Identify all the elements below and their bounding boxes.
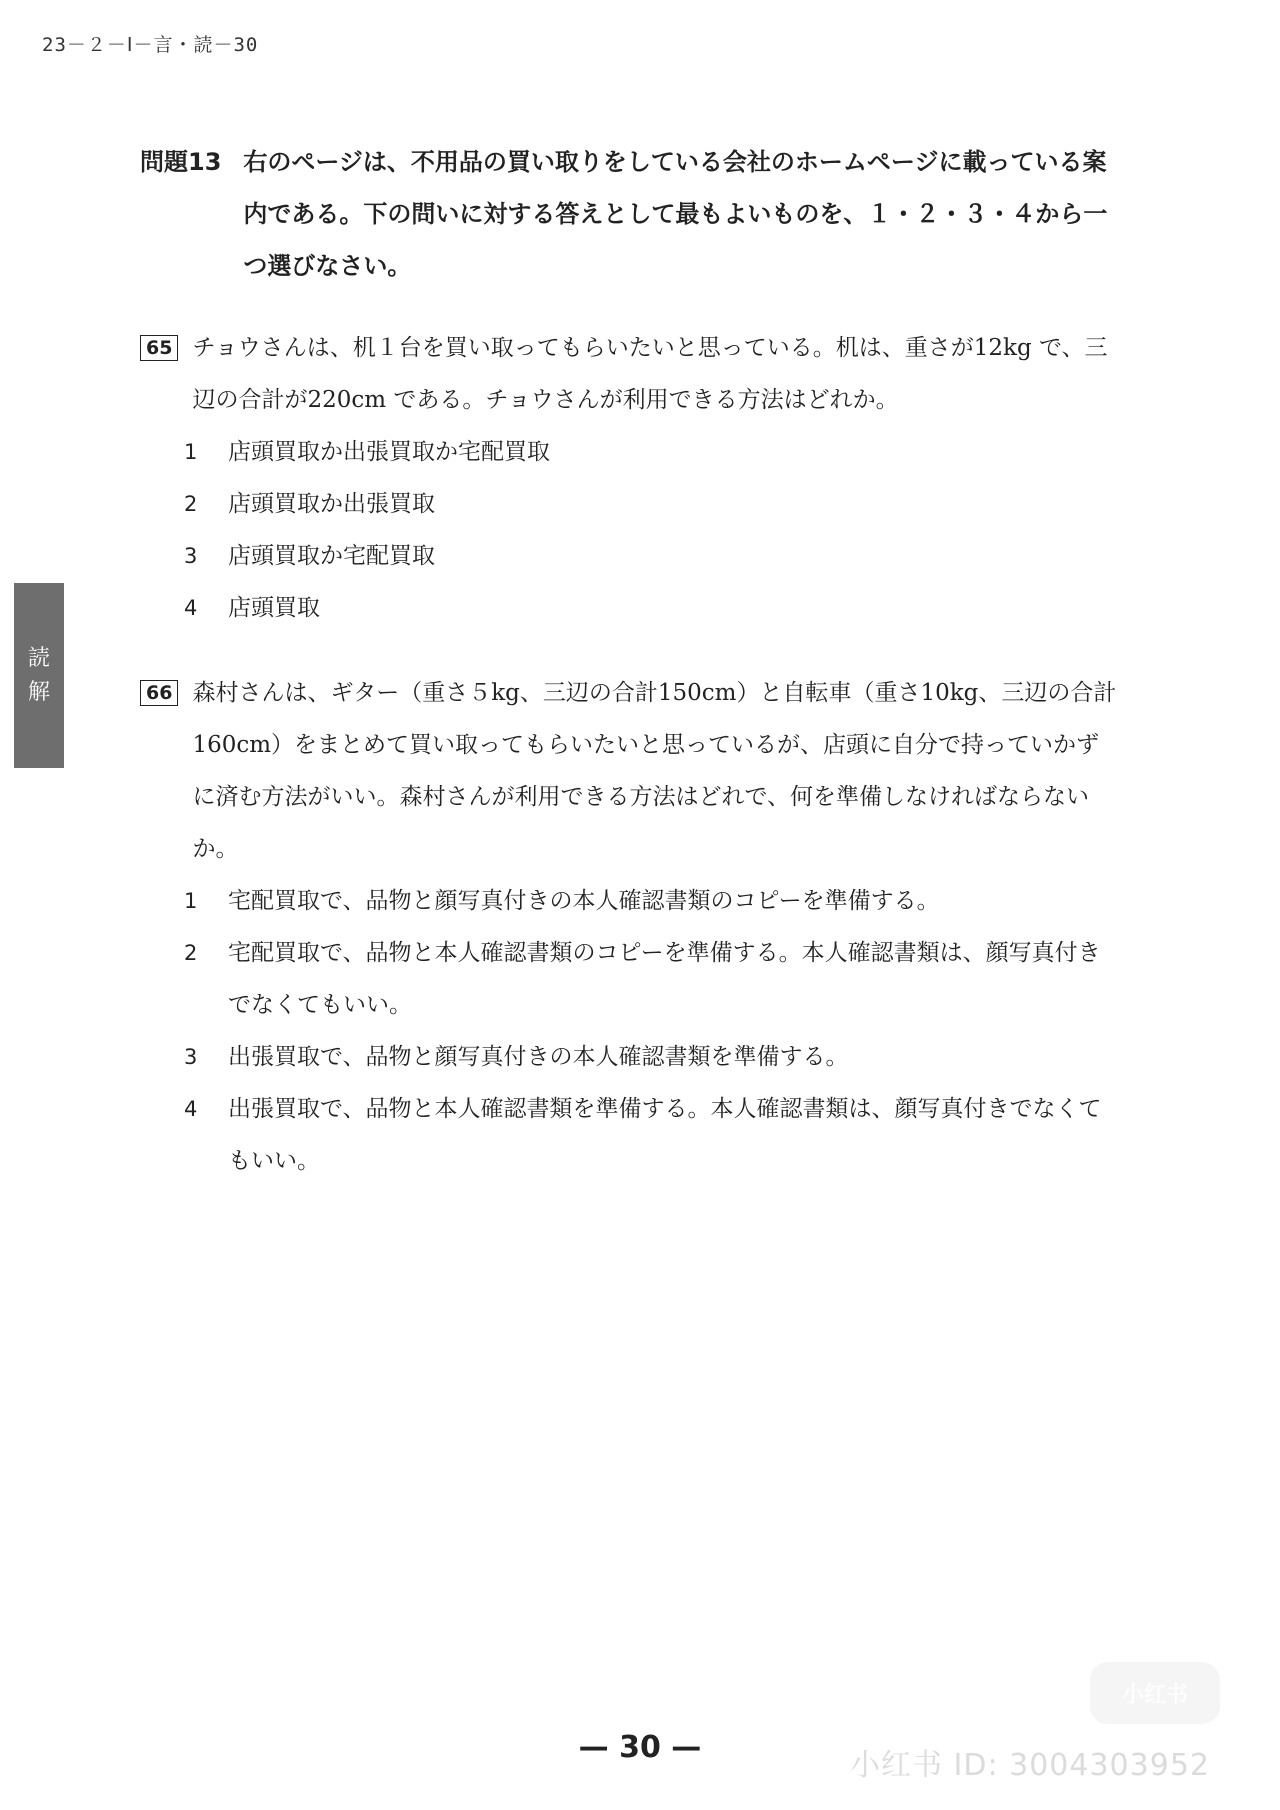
option-item[interactable] bbox=[184, 1031, 1120, 1083]
option-number: 1 bbox=[184, 440, 198, 464]
question-number-box: 65 bbox=[140, 335, 178, 361]
option-text: 宅配買取で、品物と本人確認書類のコピーを準備する。本人確認書類は、顔写真付きでなくてもいい。 bbox=[228, 940, 1101, 1018]
side-tab-char: 読 bbox=[27, 645, 50, 671]
option-text: 出張買取で、品物と本人確認書類を準備する。本人確認書類は、顔写真付きでなくてもいい。 bbox=[228, 1096, 1102, 1174]
watermark-badge: 小红书 bbox=[1090, 1662, 1220, 1724]
option-number: 2 bbox=[184, 941, 198, 965]
option-item[interactable] bbox=[184, 478, 1120, 530]
option-item[interactable] bbox=[184, 582, 1120, 634]
option-number: 4 bbox=[184, 596, 198, 620]
option-text: 店頭買取 bbox=[228, 595, 320, 621]
page-number: — 30 — bbox=[578, 1730, 702, 1765]
side-tab-char: 解 bbox=[27, 679, 50, 705]
option-list bbox=[140, 426, 1120, 634]
option-item[interactable] bbox=[184, 1083, 1120, 1187]
option-number: 2 bbox=[184, 492, 198, 516]
option-number: 4 bbox=[184, 1097, 198, 1121]
instruction-block bbox=[140, 136, 1120, 292]
option-number: 3 bbox=[184, 544, 198, 568]
problem-label: 問題13 bbox=[140, 148, 222, 176]
question-65 bbox=[140, 322, 1120, 634]
option-number: 3 bbox=[184, 1045, 198, 1069]
option-item[interactable] bbox=[184, 927, 1120, 1031]
question-text: チョウさんは、机１台を買い取ってもらいたいと思っている。机は、重さが12kg で、三辺の合計が220cm である。チョウさんが利用できる方法はどれか。 bbox=[192, 335, 1108, 413]
option-item[interactable] bbox=[184, 426, 1120, 478]
option-text: 店頭買取か出張買取か宅配買取 bbox=[228, 439, 550, 465]
option-text: 店頭買取か宅配買取 bbox=[228, 543, 435, 569]
option-text: 店頭買取か出張買取 bbox=[228, 491, 435, 517]
question-text: 森村さんは、ギター（重さ５kg、三辺の合計150cm）と自転車（重さ10kg、三辺の合計160cm）をまとめて買い取ってもらいたいと思っているが、店頭に自分で持っていかずに済む方法がいい。森村さんが利用できる方法はどれで、何を準備しなければならないか。 bbox=[192, 680, 1117, 862]
question-number-box: 66 bbox=[140, 680, 178, 706]
option-text: 出張買取で、品物と顔写真付きの本人確認書類を準備する。 bbox=[228, 1044, 849, 1070]
option-number: 1 bbox=[184, 889, 198, 913]
side-tab-reading bbox=[14, 583, 64, 768]
question-66 bbox=[140, 667, 1120, 1187]
option-item[interactable] bbox=[184, 530, 1120, 582]
option-item[interactable] bbox=[184, 875, 1120, 927]
option-text: 宅配買取で、品物と顔写真付きの本人確認書類のコピーを準備する。 bbox=[228, 888, 940, 914]
instruction-text: 右のページは、不用品の買い取りをしている会社のホームページに載っている案内である。下の問いに対する答えとして最もよいものを、１・２・３・４から一つ選びなさい。 bbox=[243, 148, 1108, 280]
page-code: 23－２－Ⅰ－言・読－30 bbox=[42, 34, 259, 56]
option-list bbox=[140, 875, 1120, 1187]
watermark-text: 小红书 ID: 3004303952 bbox=[850, 1748, 1210, 1783]
